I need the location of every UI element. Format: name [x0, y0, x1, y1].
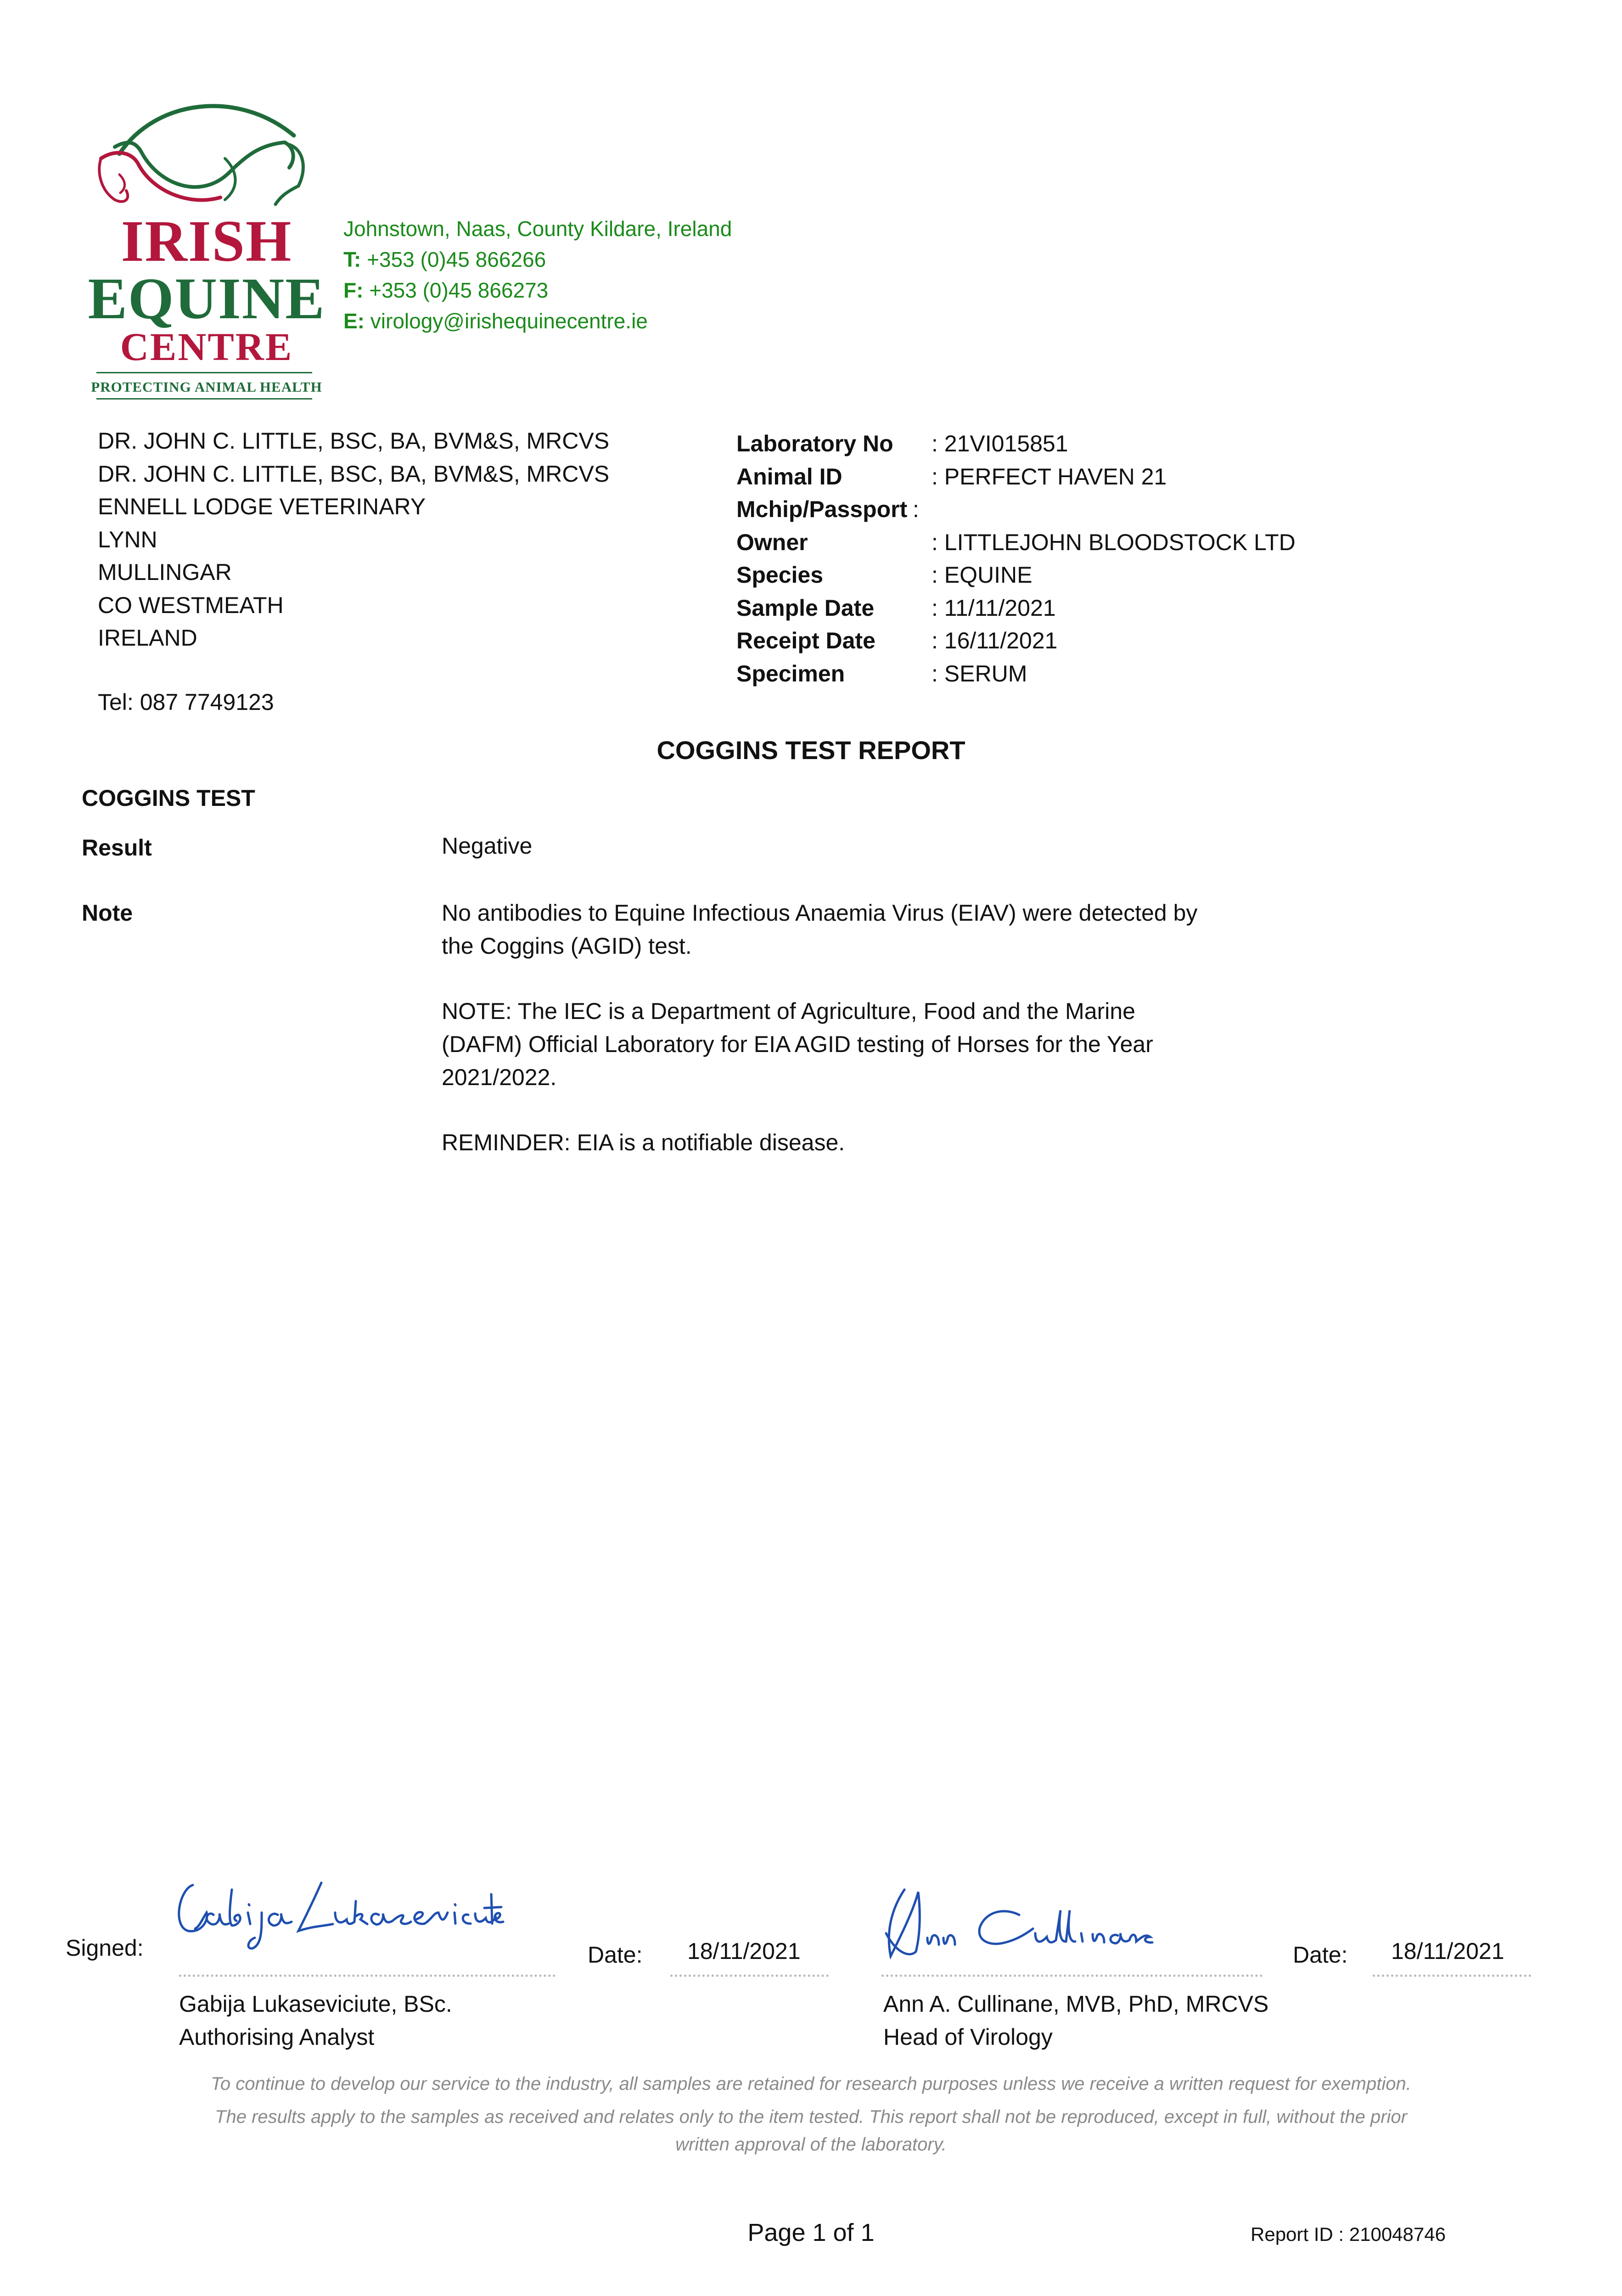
lab-value: : 21VI015851	[932, 431, 1068, 456]
fax-label: F:	[343, 278, 364, 302]
result-label: Result	[82, 835, 152, 861]
signature-cullinane	[877, 1883, 1198, 1975]
address-line: DR. JOHN C. LITTLE, BSC, BA, BVM&S, MRCVS	[98, 428, 610, 454]
address-line: DR. JOHN C. LITTLE, BSC, BA, BVM&S, MRCVS	[98, 461, 610, 487]
lab-value: : PERFECT HAVEN 21	[932, 463, 1167, 490]
lab-label: Mchip/Passport	[736, 496, 908, 522]
logo-irish: IRISH	[121, 208, 292, 274]
date-line	[1373, 1975, 1531, 1977]
lab-value: : LITTLEJOHN BLOODSTOCK LTD	[932, 529, 1296, 555]
lab-value: : SERUM	[932, 660, 1027, 687]
logo-divider	[96, 372, 312, 373]
note-line: 2021/2022.	[442, 1064, 557, 1090]
lab-label: Receipt Date	[736, 628, 876, 653]
disclaimer-line: written approval of the laboratory.	[675, 2134, 947, 2155]
address-line: IRELAND	[98, 625, 197, 651]
email-label: E:	[343, 309, 365, 333]
note-paragraph	[442, 896, 1197, 962]
lab-value: : EQUINE	[932, 562, 1033, 588]
email-link[interactable]: virology@irishequinecentre.ie	[370, 309, 648, 333]
lab-value: :	[913, 496, 919, 522]
phone-value: +353 (0)45 866266	[367, 248, 546, 271]
lab-label: Specimen	[736, 660, 845, 687]
section-title: COGGINS TEST	[82, 785, 255, 811]
lab-row-animal-id	[736, 460, 1379, 493]
contact-address: Johnstown, Naas, County Kildare, Ireland	[343, 217, 732, 241]
date-label: Date:	[1293, 1942, 1348, 1968]
signer1-date: 18/11/2021	[687, 1938, 801, 1964]
logo-tagline: PROTECTING ANIMAL HEALTH	[91, 379, 322, 395]
lab-value: : 16/11/2021	[932, 628, 1058, 653]
note-line: No antibodies to Equine Infectious Anaemia Virus (EIAV) were detected by	[442, 900, 1198, 926]
fax-value: +353 (0)45 866273	[369, 278, 549, 302]
lab-row-species	[736, 558, 1379, 591]
irish-equine-centre-logo	[87, 94, 326, 406]
lab-label: Owner	[736, 529, 808, 555]
address-line: CO WESTMEATH	[98, 592, 284, 618]
signer2-date: 18/11/2021	[1391, 1938, 1504, 1964]
logo-equine: EQUINE	[88, 266, 326, 331]
contact-block	[343, 214, 732, 337]
signer1-name: Gabija Lukaseviciute, BSc.	[179, 1991, 452, 2017]
lab-row-specimen	[736, 657, 1379, 690]
lab-label: Sample Date	[736, 595, 875, 621]
signer1-title: Authorising Analyst	[179, 2024, 375, 2050]
lab-row-mchip-passport	[736, 493, 1379, 526]
lab-row-owner	[736, 526, 1379, 559]
signature-line	[179, 1975, 556, 1977]
signature-gabija	[174, 1876, 505, 1954]
date-label: Date:	[588, 1942, 643, 1968]
note-line: the Coggins (AGID) test.	[442, 933, 692, 959]
page-number: Page 1 of 1	[747, 2219, 875, 2246]
recipient-tel: Tel: 087 7749123	[98, 689, 274, 715]
date-line	[670, 1975, 829, 1977]
lab-label: Laboratory No	[736, 431, 893, 456]
disclaimer-line: To continue to develop our service to the industry, all samples are retained for research purposes unless we receive a written request for exemption.	[211, 2074, 1411, 2094]
signature-line	[881, 1975, 1263, 1977]
address-line: LYNN	[98, 526, 157, 552]
lab-row-laboratory-no	[736, 427, 1379, 460]
signer2-name: Ann A. Cullinane, MVB, PhD, MRCVS	[883, 1991, 1269, 2017]
lab-row-sample-date	[736, 591, 1379, 625]
contact-fax	[343, 275, 732, 306]
lab-details	[736, 427, 1379, 690]
recipient-address	[98, 425, 609, 719]
signer2-title: Head of Virology	[883, 2024, 1053, 2050]
lab-row-receipt-date	[736, 624, 1379, 657]
phone-label: T:	[343, 248, 361, 271]
report-id: Report ID : 210048746	[1251, 2223, 1446, 2245]
note-line: NOTE: The IEC is a Department of Agriculture, Food and the Marine	[442, 998, 1135, 1024]
address-line: MULLINGAR	[98, 559, 232, 585]
lab-label: Animal ID	[736, 463, 842, 490]
horse-emblem-icon	[87, 94, 326, 209]
contact-email	[343, 306, 732, 337]
reminder-text: REMINDER: EIA is a notifiable disease.	[442, 1130, 845, 1155]
disclaimer-line: The results apply to the samples as received and relates only to the item tested. This report shall not be reproduced, except in full, without the prior	[215, 2107, 1407, 2127]
result-value: Negative	[442, 833, 533, 859]
address-line: ENNELL LODGE VETERINARY	[98, 494, 426, 519]
lab-value: : 11/11/2021	[932, 595, 1056, 621]
logo-centre: CENTRE	[120, 325, 293, 369]
note-line: (DAFM) Official Laboratory for EIA AGID testing of Horses for the Year	[442, 1031, 1153, 1057]
note-paragraph	[442, 995, 1153, 1094]
logo-divider	[96, 398, 312, 400]
signed-label: Signed:	[66, 1935, 144, 1961]
note-label: Note	[82, 900, 133, 926]
contact-phone	[343, 244, 732, 275]
report-title: COGGINS TEST REPORT	[657, 736, 965, 765]
lab-label: Species	[736, 562, 824, 588]
